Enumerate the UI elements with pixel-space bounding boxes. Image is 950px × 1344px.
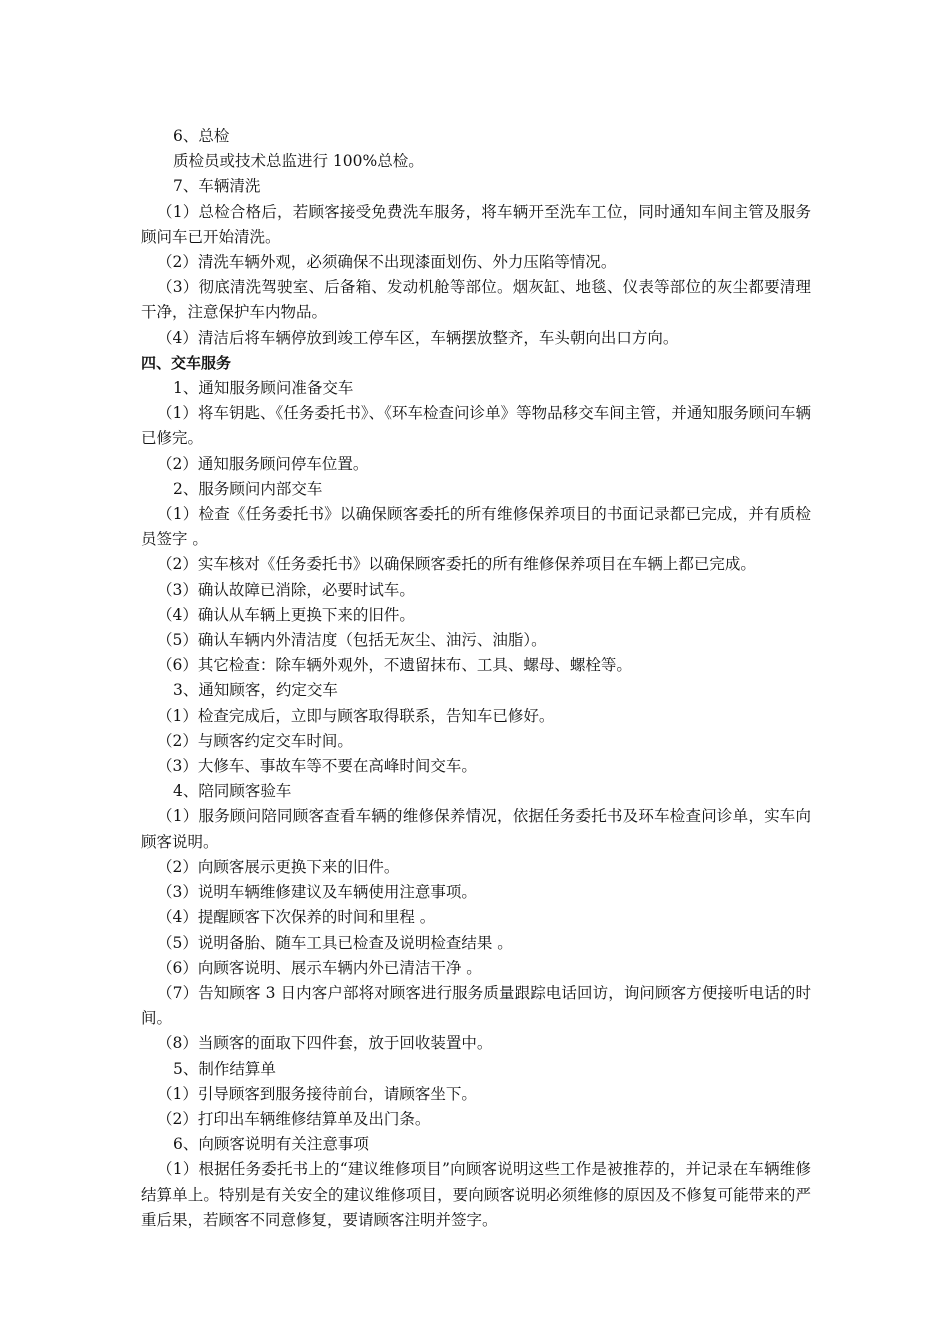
paragraph: （2）通知服务顾问停车位置。 bbox=[157, 454, 369, 473]
paragraph: （6）向顾客说明、展示车辆内外已清洁干净 。 bbox=[157, 958, 482, 977]
paragraph: （2）打印出车辆维修结算单及出门条。 bbox=[157, 1109, 431, 1128]
step-heading: 6、总检 bbox=[173, 127, 230, 145]
step-heading: 6、向顾客说明有关注意事项 bbox=[173, 1135, 369, 1154]
paragraph: （3）彻底清洗驾驶室、后备箱、发动机舱等部位。烟灰缸、地毯、仪表等部位的灰尘都要清理干净，注意保护车内物品。 bbox=[141, 278, 811, 322]
paragraph: （4）提醒顾客下次保养的时间和里程 。 bbox=[157, 908, 436, 927]
paragraph: （5）确认车辆内外清洁度（包括无灰尘、油污、油脂）。 bbox=[157, 631, 547, 650]
paragraph: （1）检查完成后，立即与顾客取得联系，告知车已修好。 bbox=[157, 706, 555, 725]
paragraph: （1）服务顾问陪同顾客查看车辆的维修保养情况，依据任务委托书及环车检查问诊单，实车向顾客说明。 bbox=[141, 807, 811, 851]
paragraph: （2）实车核对《任务委托书》以确保顾客委托的所有维修保养项目在车辆上都已完成。 bbox=[157, 555, 756, 574]
paragraph: （1）检查《任务委托书》以确保顾客委托的所有维修保养项目的书面记录都已完成，并有质检员签字 。 bbox=[141, 505, 811, 549]
paragraph: （1）引导顾客到服务接待前台，请顾客坐下。 bbox=[157, 1084, 477, 1103]
step-heading: 4、陪同顾客验车 bbox=[173, 782, 292, 801]
paragraph: （6）其它检查：除车辆外观外，不遗留抹布、工具、螺母、螺栓等。 bbox=[157, 656, 632, 675]
paragraph: （3）确认故障已消除，必要时试车。 bbox=[157, 580, 415, 599]
paragraph: （2）清洗车辆外观，必须确保不出现漆面划伤、外力压陷等情况。 bbox=[157, 253, 617, 272]
step-heading: 2、服务顾问内部交车 bbox=[173, 479, 323, 498]
paragraph: （4）清洁后将车辆停放到竣工停车区，车辆摆放整齐，车头朝向出口方向。 bbox=[157, 328, 679, 347]
step-heading: 1、通知服务顾问准备交车 bbox=[173, 379, 354, 398]
paragraph: （1）总检合格后，若顾客接受免费洗车服务，将车辆开至洗车工位，同时通知车间主管及服务顾问车已开始清洗。 bbox=[141, 202, 811, 246]
paragraph: 质检员或技术总监进行 100%总检。 bbox=[173, 152, 424, 171]
paragraph: （1）将车钥匙、《任务委托书》、《环车检查问诊单》等物品移交车间主管，并通知服务顾问车辆已修完。 bbox=[141, 404, 811, 448]
section-heading: 四、交车服务 bbox=[141, 353, 232, 372]
paragraph: （8）当顾客的面取下四件套，放于回收装置中。 bbox=[157, 1034, 493, 1053]
paragraph: （3）大修车、事故车等不要在高峰时间交车。 bbox=[157, 757, 477, 776]
paragraph: （4）确认从车辆上更换下来的旧件。 bbox=[157, 605, 415, 624]
paragraph: （2）向顾客展示更换下来的旧件。 bbox=[157, 857, 400, 876]
paragraph: （3）说明车辆维修建议及车辆使用注意事项。 bbox=[157, 883, 477, 902]
paragraph: （2）与顾客约定交车时间。 bbox=[157, 731, 353, 750]
document-body bbox=[141, 124, 811, 1233]
step-heading: 3、通知顾客，约定交车 bbox=[173, 681, 338, 700]
step-heading: 5、制作结算单 bbox=[173, 1059, 276, 1078]
paragraph: （1）根据任务委托书上的“建议维修项目”向顾客说明这些工作是被推荐的，并记录在车辆维修结算单上。特别是有关安全的建议维修项目，要向顾客说明必须维修的原因及不修复可能带来的严重后果，若顾客不同意修复，要请顾客注明并签字。 bbox=[141, 1160, 811, 1229]
step-heading: 7、车辆清洗 bbox=[173, 177, 261, 196]
paragraph: （5）说明备胎、随车工具已检查及说明检查结果 。 bbox=[157, 933, 513, 952]
paragraph: （7）告知顾客 3 日内客户部将对顾客进行服务质量跟踪电话回访，询问顾客方便接听电话的时间。 bbox=[141, 983, 811, 1028]
